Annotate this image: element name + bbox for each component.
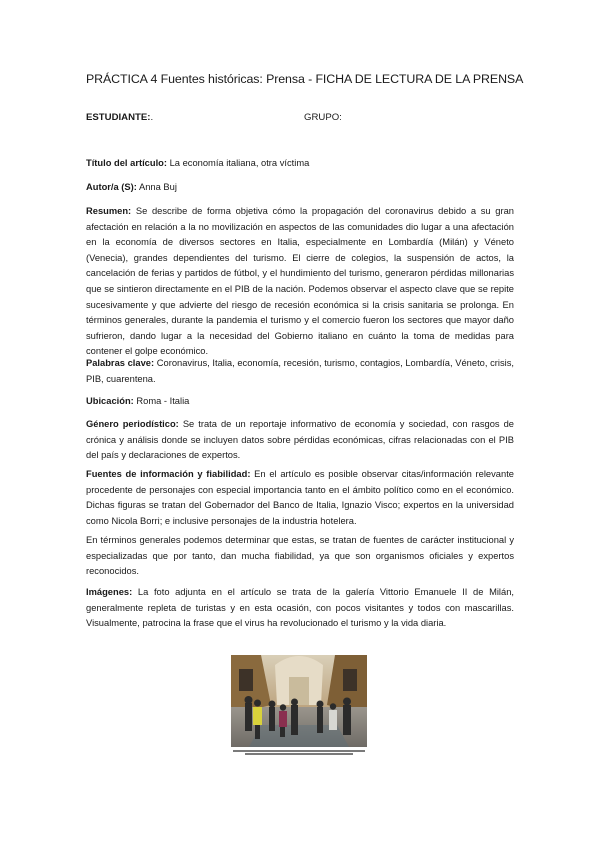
article-title-label: Título del artículo:	[86, 158, 167, 168]
document-title: PRÁCTICA 4 Fuentes históricas: Prensa - FICHA DE LECTURA DE LA PRENSA	[86, 72, 524, 86]
genre-text: Se trata de un reportaje informativo de economía y sociedad, con rasgos de crónica y análisis donde se incluyen datos sobre pérdidas económicas, cifras relacionadas con el PIB del país y declaraciones de expertos.	[86, 419, 514, 461]
keywords-label: Palabras clave:	[86, 358, 155, 368]
sources-text: En el artículo es posible observar citas/información relevante procedente de personajes con especial importancia tanto en el ámbito político como en el económico. Dichas figuras se tratan del Gobernador del Banco de Italia, Ignazio Visco; expertos en la universidad como Nicola Borri; e inclusive personajes de la industria hotelera.	[86, 469, 514, 526]
images-text: La foto adjunta en el artículo se trata de la galería Vittorio Emanuele II de Milán, generalmente repleta de turistas y en esta ocasión, con pocos visitantes y todos con mascarillas. Visualmente, patrocina la frase que el virus ha revolucionado el turismo y la vida diaria.	[86, 587, 514, 629]
gallery-photo-illustration	[231, 655, 367, 747]
sources-conclusion: En términos generales podemos determinar que estas, se tratan de fuentes de carácter institucional y especializadas que por tanto, dan mucha fiabilidad, ya que son organismos oficiales y expertos reconocidos.	[86, 535, 514, 577]
genre-section	[86, 417, 514, 464]
images-section	[86, 585, 514, 632]
keywords-section	[86, 356, 514, 387]
location-label: Ubicación:	[86, 396, 134, 406]
author-value: Anna Buj	[138, 182, 177, 192]
student-value: .	[150, 112, 154, 123]
summary-text: Se describe de forma objetiva cómo la propagación del coronavirus debido a su gran afectación en relación a la no movilización en aspectos de las comunidades dio lugar a una afectación en la economía de diversos sectores en Italia, especialmente en Lombardía (Milán) y Véneto (Venecia), grandes dependientes del turismo. El cierre de colegios, la suspensión de actos, la cancelación de ferias y partidos de fútbol, y el hundimiento del turismo, generaron pérdidas millonarias que se sintieron directamente en el PIB de la nación. Podemos observar el aspecto clave que se repite sucesivamente y que advierte del riesgo de recesión económica si la crisis sanitaria se prolonga. En términos generales, durante la pandemia el turismo y el comercio fueron los sectores que mayor daño sufrieron, dando lugar a la necesidad del Gobierno italiano en cuánto la toma de medidas para contener el golpe económico.	[86, 206, 514, 357]
images-label: Imágenes:	[86, 587, 133, 597]
student-label: ESTUDIANTE:	[86, 112, 151, 123]
article-title-field	[86, 156, 514, 172]
location-field	[86, 394, 514, 410]
student-group-row	[86, 112, 516, 123]
summary-section	[86, 204, 514, 360]
sources-label: Fuentes de información y fiabilidad:	[86, 469, 251, 479]
author-field	[86, 180, 514, 196]
summary-label: Resumen:	[86, 206, 132, 216]
group-label: GRUPO:	[304, 112, 342, 123]
sources-section	[86, 467, 514, 529]
genre-label: Género periodístico:	[86, 419, 179, 429]
keywords-text: Coronavirus, Italia, economía, recesión, turismo, contagios, Lombardía, Véneto, crisis, PIB, cuarentena.	[86, 358, 514, 384]
article-title-value: La economía italiana, otra víctima	[169, 158, 310, 168]
author-label: Autor/a (S):	[86, 182, 137, 192]
location-value: Roma - Italia	[136, 396, 190, 406]
gallery-photo	[231, 655, 367, 747]
photo-caption-lines	[233, 749, 365, 754]
